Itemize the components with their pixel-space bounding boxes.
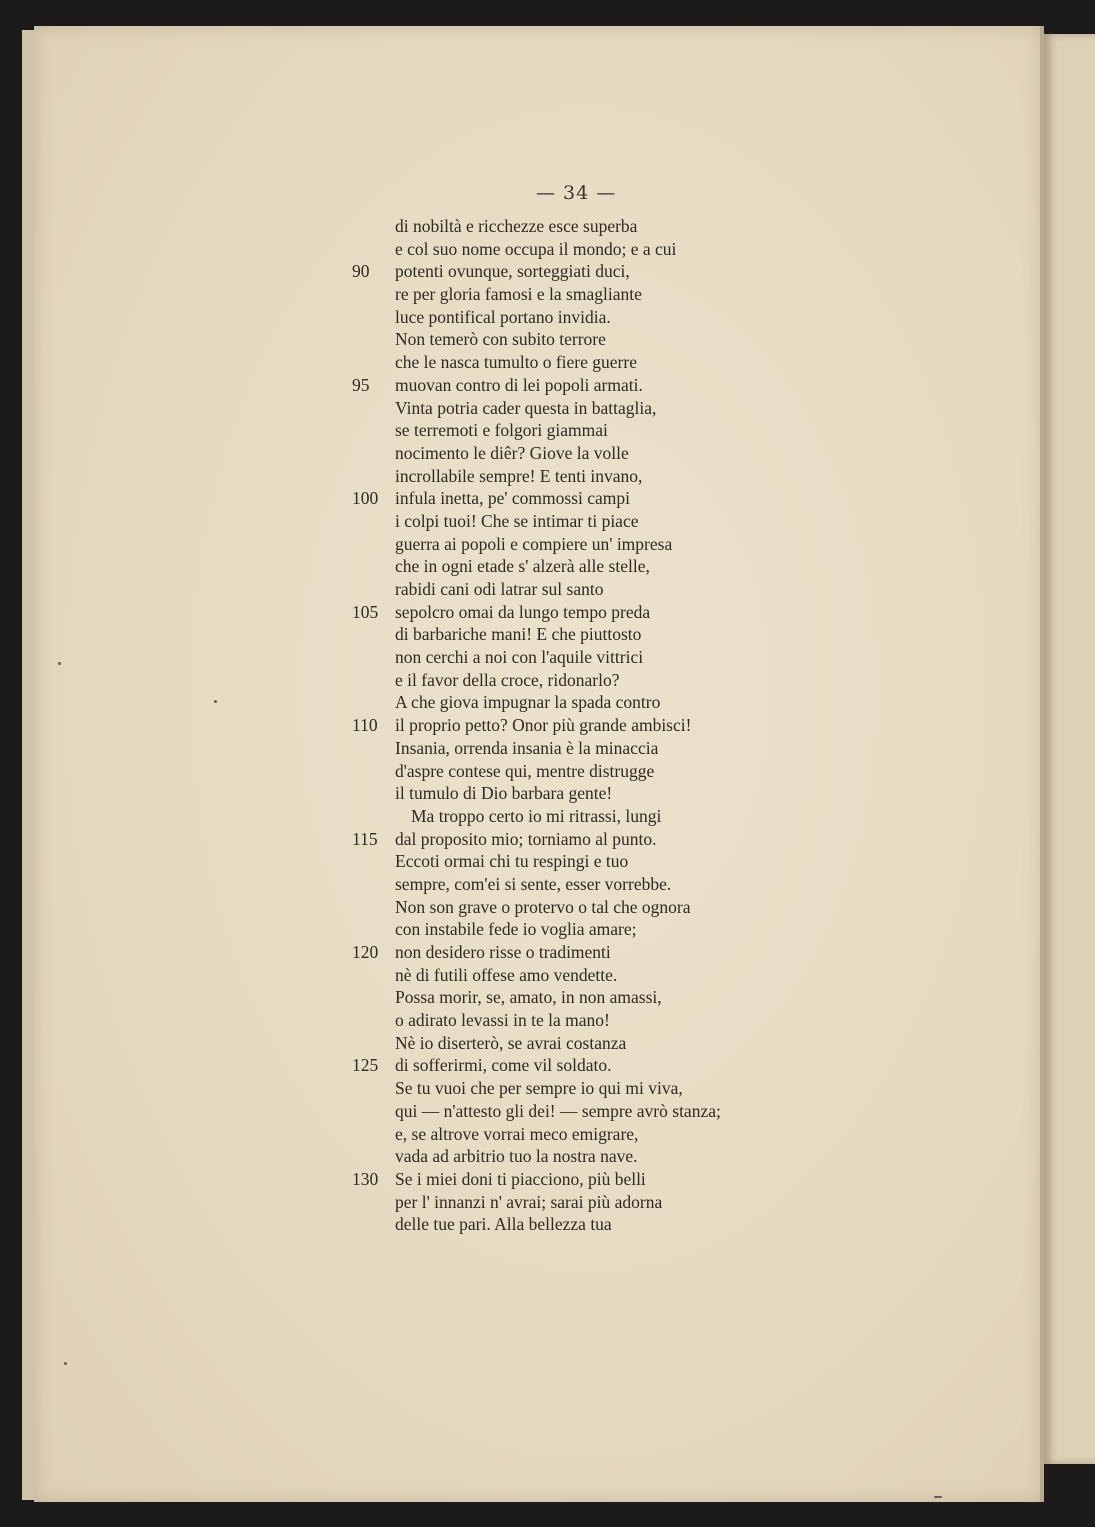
verse-text: Non temerò con subito terrore [395, 329, 606, 350]
verse-text: rabidi cani odi latrar sul santo [395, 579, 604, 599]
verse-text: vada ad arbitrio tuo la nostra nave. [395, 1146, 638, 1167]
verse-text: infula inetta, pe' commossi campi [395, 488, 630, 509]
verse-text: e col suo nome occupa il mondo; e a cui [395, 238, 677, 259]
verse-line [0, 375, 1095, 398]
line-number: 90 [352, 261, 370, 282]
verse-line [0, 216, 1095, 239]
line-number: 115 [352, 828, 378, 849]
verse-line [0, 329, 1095, 352]
verse-line [0, 1055, 1095, 1078]
verse-text: Eccoti ormai chi tu respingi e tuo [395, 851, 629, 872]
verse-text: A che giova impugnar la spada contro [395, 692, 661, 713]
verse-text: Ma troppo certo io mi ritrassi, lungi [411, 805, 662, 826]
verse-line [0, 1124, 1095, 1147]
verse-line [0, 307, 1095, 330]
verse-line [0, 420, 1095, 443]
verse-text: luce pontifical portano invidia. [395, 306, 611, 327]
verse-line [0, 897, 1095, 920]
verse-text: se terremoti e folgori giammai [395, 420, 608, 441]
verse-line [0, 647, 1095, 670]
verse-text: Se i miei doni ti piacciono, più belli [395, 1168, 646, 1189]
verse-line [0, 488, 1095, 511]
verse-text: e, se altrove vorrai meco emigrare, [395, 1123, 639, 1144]
verse-text: incrollabile sempre! E tenti invano, [395, 465, 643, 486]
verse-text: sempre, com'ei si sente, esser vorrebbe. [395, 873, 672, 894]
line-number: 105 [352, 601, 379, 622]
verse-text: i colpi tuoi! Che se intimar ti piace [395, 510, 639, 531]
verse-text: d'aspre contese qui, mentre distrugge [395, 760, 655, 781]
verse-line [0, 874, 1095, 897]
verse-line [0, 829, 1095, 852]
verse-text: sepolcro omai da lungo tempo preda [395, 601, 651, 622]
verse-line [0, 1169, 1095, 1192]
verse-line [0, 466, 1095, 489]
verse-line [0, 534, 1095, 557]
verse-line [0, 1033, 1095, 1056]
verse-line [0, 1078, 1095, 1101]
verse-text: che le nasca tumulto o fiere guerre [395, 352, 637, 373]
verse-line [0, 352, 1095, 375]
verse-line [0, 398, 1095, 421]
verse-text: Possa morir, se, amato, in non amassi, [395, 987, 662, 1008]
verse-text: delle tue pari. Alla bellezza tua [395, 1214, 612, 1235]
verse-text: Non son grave o protervo o tal che ognora [395, 896, 691, 917]
verse-text: non desidero risse o tradimenti [395, 942, 611, 962]
paper-speck [934, 1496, 942, 1498]
verse-line [0, 602, 1095, 625]
verse-text: o adirato levassi in te la mano! [395, 1010, 610, 1031]
verse-line [0, 942, 1095, 965]
verse-line [0, 715, 1095, 738]
verse-line [0, 965, 1095, 988]
verse-text: che in ogni etade s' alzerà alle stelle, [395, 556, 650, 577]
verse-text: Insania, orrenda insania è la minaccia [395, 737, 659, 758]
line-number: 120 [352, 942, 379, 962]
verse-text: Se tu vuoi che per sempre io qui mi viva, [395, 1078, 683, 1099]
verse-text: muovan contro di lei popoli armati. [395, 374, 643, 395]
verse-line [0, 919, 1095, 942]
paper-speck [64, 1362, 67, 1365]
verse-line [0, 1192, 1095, 1215]
verse-line [0, 1146, 1095, 1169]
verse-line [0, 783, 1095, 806]
verse-line [0, 806, 1095, 829]
page-number: — 34 — [536, 182, 617, 204]
verse-line [0, 1101, 1095, 1124]
verse-text: nocimento le diêr? Giove la volle [395, 442, 629, 463]
verse-text: di barbariche mani! E che piuttosto [395, 624, 642, 645]
verse-line [0, 239, 1095, 262]
verse-text: il proprio petto? Onor più grande ambisci! [395, 715, 692, 736]
verse-line [0, 987, 1095, 1010]
verse-line [0, 670, 1095, 693]
verse-text: qui — n'attesto gli dei! — sempre avrò stanza; [395, 1100, 721, 1121]
verse-text: per l' innanzi n' avrai; sarai più adorna [395, 1191, 663, 1212]
verse-text: di nobiltà e ricchezze esce superba [395, 216, 638, 236]
verse-text: di sofferirmi, come vil soldato. [395, 1055, 612, 1076]
line-number: 110 [352, 715, 378, 736]
verse-line [0, 261, 1095, 284]
line-number: 95 [352, 374, 370, 395]
verse-text: Nè io diserterò, se avrai costanza [395, 1032, 627, 1053]
verse-text: con instabile fede io voglia amare; [395, 919, 637, 940]
verse-text: re per gloria famosi e la smagliante [395, 284, 642, 305]
verse-text: non cerchi a noi con l'aquile vittrici [395, 647, 644, 668]
verse-line [0, 1010, 1095, 1033]
line-number: 100 [352, 488, 379, 509]
verse-line [0, 624, 1095, 647]
verse-line [0, 851, 1095, 874]
verse-text: dal proposito mio; torniamo al punto. [395, 828, 657, 849]
verse-line [0, 511, 1095, 534]
verse-line [0, 579, 1095, 602]
verse-line [0, 443, 1095, 466]
verse-line [0, 761, 1095, 784]
verse-text: nè di futili offese amo vendette. [395, 964, 618, 985]
poem-text [0, 216, 1095, 1237]
verse-text: il tumulo di Dio barbara gente! [395, 783, 613, 804]
line-number: 125 [352, 1055, 379, 1076]
verse-line [0, 738, 1095, 761]
verse-text: Vinta potria cader questa in battaglia, [395, 397, 657, 418]
verse-line [0, 1214, 1095, 1237]
verse-line [0, 284, 1095, 307]
line-number: 130 [352, 1168, 379, 1189]
verse-text: guerra ai popoli e compiere un' impresa [395, 533, 673, 554]
verse-line [0, 556, 1095, 579]
verse-text: e il favor della croce, ridonarlo? [395, 669, 620, 690]
verse-line [0, 692, 1095, 715]
verse-text: potenti ovunque, sorteggiati duci, [395, 261, 630, 282]
